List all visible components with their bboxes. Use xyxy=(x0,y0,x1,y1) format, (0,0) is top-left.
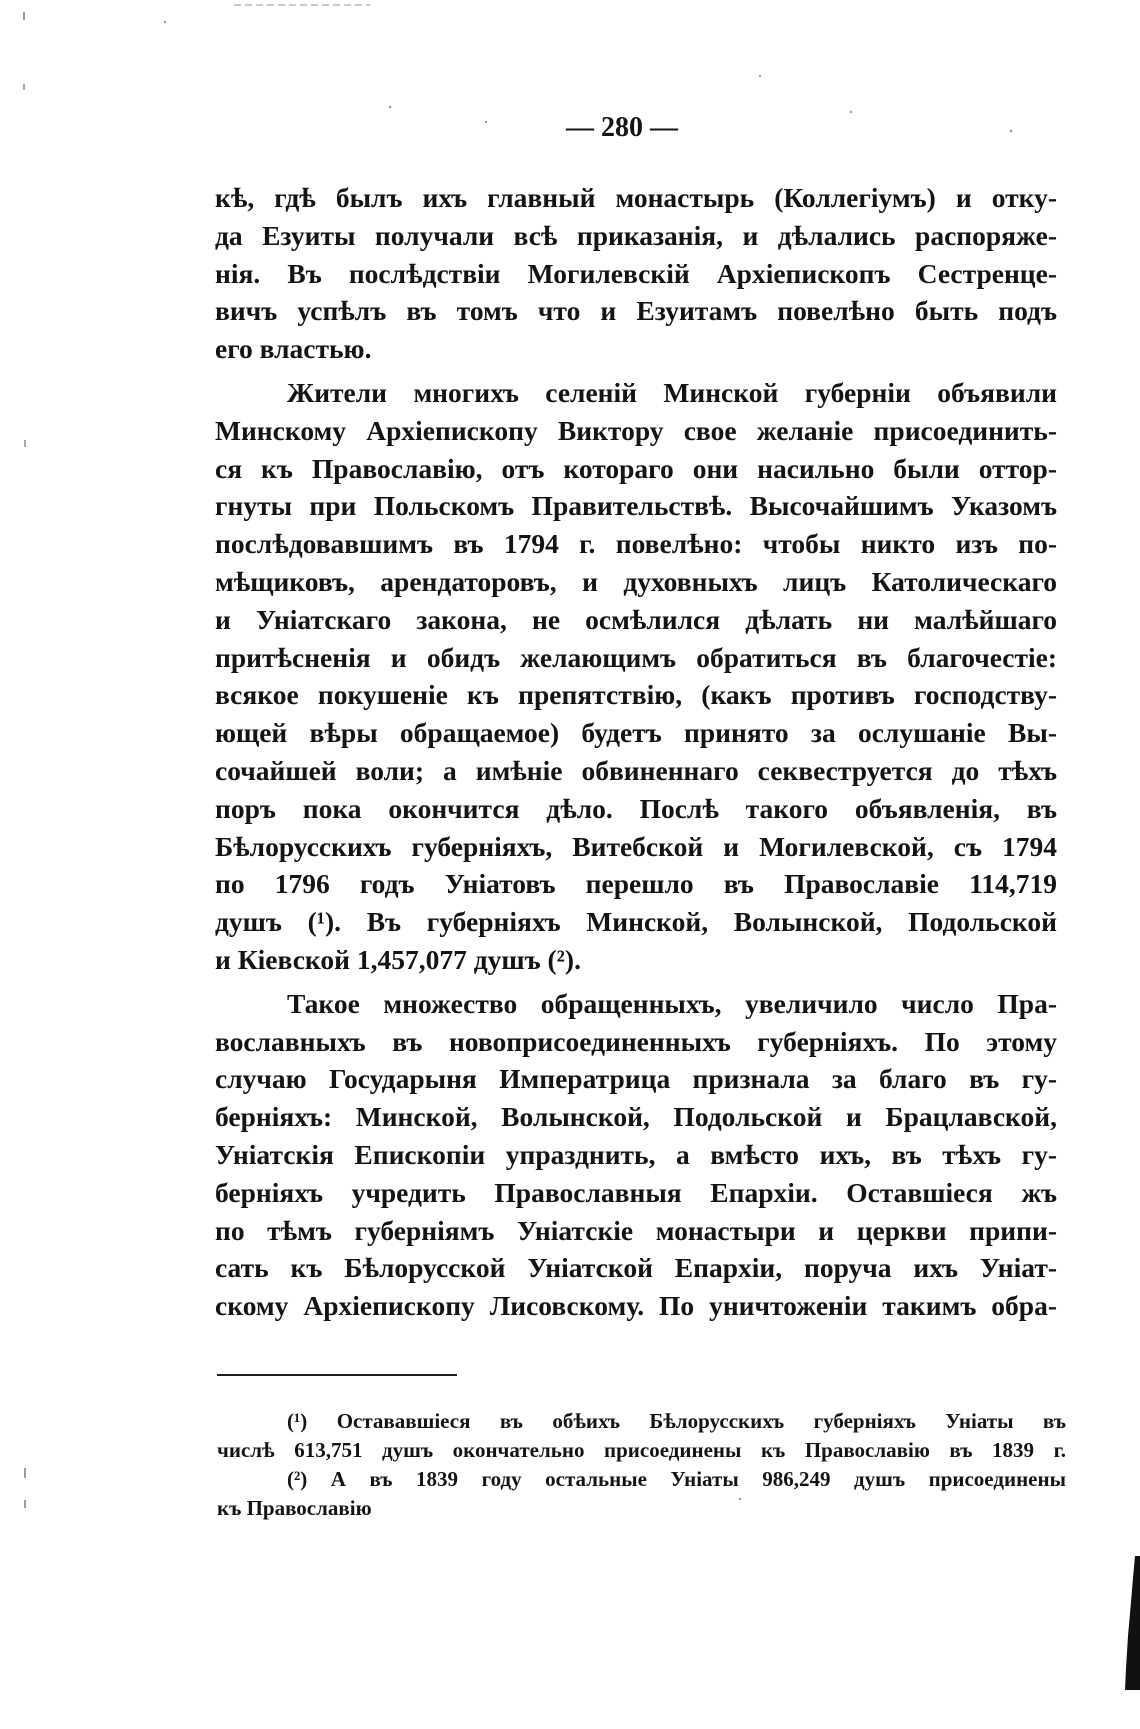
text-line: притѣсненія и обидъ желающимъ обратиться въ благочестіе: xyxy=(215,641,1057,673)
scan-edge-speck xyxy=(24,1468,26,1478)
page-number: — 280 — xyxy=(566,112,678,143)
scan-edge-speck xyxy=(23,12,25,20)
body-text xyxy=(215,179,1057,1325)
text-line: Минскому Архіепископу Виктору свое желаніе присоединить- xyxy=(215,414,1057,446)
paragraph-1 xyxy=(215,179,1057,368)
text-line: вичъ успѣлъ въ томъ что и Езуитамъ повелѣно быть подъ xyxy=(215,295,1057,327)
text-line: сать къ Бѣлорусской Уніатской Епархіи, поруча ихъ Уніат- xyxy=(215,1252,1057,1284)
scan-edge-speck xyxy=(24,1500,26,1508)
text-line: гнуты при Польскомъ Правительствѣ. Высочайшимъ Указомъ xyxy=(215,490,1057,522)
footnote-1 xyxy=(217,1407,1066,1465)
text-line: ющей вѣры обращаемое) будетъ принято за ослушаніе Вы- xyxy=(215,717,1057,749)
text-line: поръ пока окончится дѣло. Послѣ такого объявленія, въ xyxy=(215,792,1057,824)
text-line: скому Архіепископу Лисовскому. По уничтоженіи такимъ обра- xyxy=(215,1290,1057,1322)
text-line: и Кіевской 1,457,077 душъ (²). xyxy=(215,943,581,975)
scan-edge-speck xyxy=(24,440,26,447)
text-line: и Уніатскаго закона, не осмѣлился дѣлать ни малѣйшаго xyxy=(215,603,1057,635)
footnotes xyxy=(217,1407,1066,1523)
scan-dust xyxy=(389,106,392,109)
text-line: его властью. xyxy=(215,333,372,365)
text-line: всякое покушеніе къ препятствію, (какъ противъ господству- xyxy=(215,679,1057,711)
scan-dust xyxy=(850,111,852,113)
text-line: берніяхъ учредить Православныя Епархіи. Оставшіеся жъ xyxy=(215,1176,1057,1208)
paragraph-2 xyxy=(215,374,1057,979)
scan-edge-speck xyxy=(23,84,25,90)
footnote-line: (¹) Остававшіеся въ обѣихъ Бѣлорусскихъ губерніяхъ Уніаты въ xyxy=(287,1409,1066,1433)
text-line: нія. Въ послѣдствіи Могилевскій Архіепископъ Сестренце- xyxy=(215,257,1057,289)
scan-dust xyxy=(759,75,761,77)
scan-dust xyxy=(485,121,487,123)
text-line: по тѣмъ губерніямъ Уніатскіе монастыри и церкви припи- xyxy=(215,1214,1057,1246)
text-line: мѣщиковъ, арендаторовъ, и духовныхъ лицъ Католическаго xyxy=(215,565,1057,597)
text-line: да Езуиты получали всѣ приказанія, и дѣлались распоряже- xyxy=(215,219,1057,251)
text-line: вославныхъ въ новоприсоединенныхъ губерніяхъ. По этому xyxy=(215,1025,1057,1057)
text-line: Такое множество обращенныхъ, увеличило число Пра- xyxy=(287,987,1057,1019)
text-line: Жители многихъ селеній Минской губерніи объявили xyxy=(287,376,1057,408)
text-line: случаю Государыня Императрица признала за благо въ гу- xyxy=(215,1063,1057,1095)
paragraph-3 xyxy=(215,985,1057,1325)
scan-dust xyxy=(1010,130,1013,133)
text-line: послѣдовавшимъ въ 1794 г. повелѣно: чтобы никто изъ по- xyxy=(215,528,1057,560)
text-line: берніяхъ: Минской, Волынской, Подольской и Брацлавской, xyxy=(215,1101,1057,1133)
text-line: по 1796 годъ Уніатовъ перешло въ Православіе 114,719 xyxy=(215,868,1057,900)
footnote-line: къ Православію xyxy=(217,1496,372,1520)
text-line: ся къ Православію, отъ котораго они насильно были оттор- xyxy=(215,452,1057,484)
text-line: Бѣлорусскихъ губерніяхъ, Витебской и Могилевской, съ 1794 xyxy=(215,830,1057,862)
footnote-line: (²) А въ 1839 году остальные Уніаты 986,249 душъ присоединены xyxy=(287,1467,1066,1491)
footnote-2 xyxy=(217,1465,1066,1523)
scan-dust xyxy=(164,21,166,23)
text-line: душъ (¹). Въ губерніяхъ Минской, Волынской, Подольской xyxy=(215,906,1057,938)
text-line: кѣ, гдѣ былъ ихъ главный монастырь (Коллегіумъ) и отку- xyxy=(215,182,1057,213)
binding-shadow xyxy=(1125,1556,1140,1690)
text-line: сочайшей воли; а имѣніе обвиненнаго секвеструется до тѣхъ xyxy=(215,754,1057,786)
footnote-line: числѣ 613,751 душъ окончательно присоединены къ Православію въ 1839 г. xyxy=(217,1438,1066,1462)
footnote-rule xyxy=(217,1374,457,1376)
text-line: Уніатскія Епископіи упразднить, а вмѣсто ихъ, въ тѣхъ гу- xyxy=(215,1138,1057,1170)
